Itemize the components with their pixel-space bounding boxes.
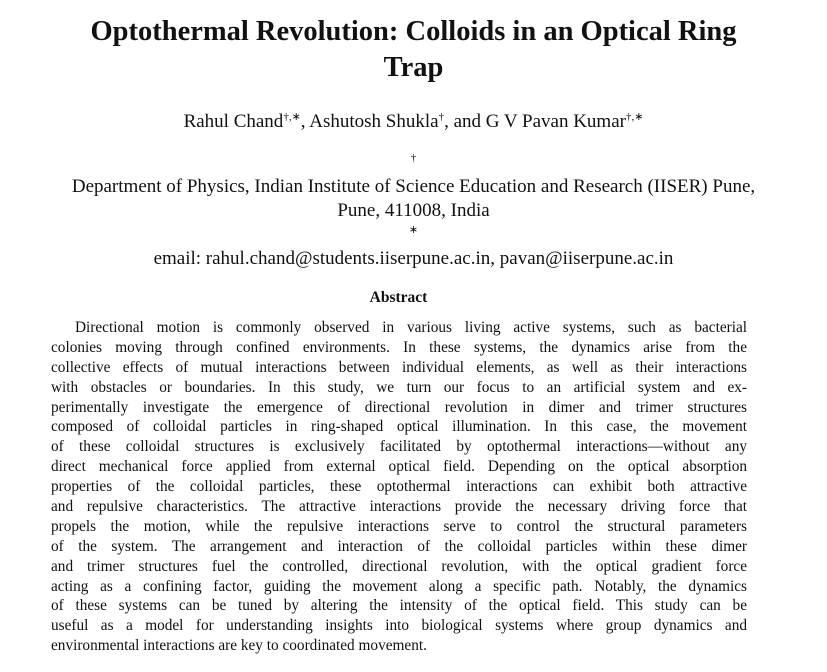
abstract-line: collective effects of mutual interactions between individual elements, as well as their interactions bbox=[51, 358, 747, 376]
abstract-line: Directional motion is commonly observed in various living active systems, such as bacterial bbox=[75, 319, 747, 336]
author-affiliation-mark: † bbox=[438, 111, 445, 123]
author-separator: , bbox=[300, 111, 310, 132]
email-text: email: rahul.chand@students.iiserpune.ac.in, pavan@iiserpune.ac.in bbox=[153, 248, 674, 269]
abstract-line: acting as a confining factor, guiding the movement along a specific path. Notably, the dynamics bbox=[51, 577, 747, 595]
author-name: G V Pavan Kumar bbox=[485, 111, 626, 132]
author-affiliation-mark: †,∗ bbox=[625, 111, 644, 123]
abstract-line: environmental interactions are key to coordinated movement. bbox=[51, 637, 427, 655]
paper-title bbox=[0, 14, 827, 86]
affiliation-block bbox=[0, 151, 827, 271]
affiliation-mark: † bbox=[410, 152, 417, 164]
title-line: Trap bbox=[383, 52, 444, 83]
abstract-line: perimentally investigate the emergence of directional revolution in dimer and trimer structures bbox=[51, 398, 747, 416]
affiliation-line bbox=[0, 151, 827, 199]
affiliation-address: Pune, 411008, India bbox=[337, 200, 490, 221]
title-line: Optothermal Revolution: Colloids in an Optical Ring bbox=[90, 16, 737, 47]
email-mark: ∗ bbox=[408, 224, 419, 236]
author-name: Ashutosh Shukla bbox=[309, 111, 439, 132]
author-affiliation-mark: †,∗ bbox=[283, 111, 301, 123]
abstract-line: properties of the colloidal particles, these optothermal interactions can exhibit both attractive bbox=[51, 478, 747, 496]
abstract-line: useful as a model for understanding insights into biological systems where group dynamics and bbox=[51, 617, 747, 635]
abstract-line: and trimer structures fuel the controlled, directional revolution, with the optical gradient force bbox=[51, 557, 747, 575]
author-name: Rahul Chand bbox=[183, 111, 284, 132]
abstract-heading: Abstract bbox=[369, 289, 428, 306]
abstract-line: colonies moving through confined environments. In these systems, the dynamics arise from the bbox=[51, 338, 747, 356]
abstract-line: of the system. The arrangement and interaction of the colloidal particles within these dimer bbox=[51, 537, 747, 555]
abstract-line: of these colloidal structures is exclusively facilitated by optothermal interactions—without any bbox=[51, 438, 747, 456]
abstract-line: of these systems can be tuned by altering the intensity of the optical field. This study can be bbox=[51, 597, 747, 615]
abstract-line: with obstacles or boundaries. In this study, we turn our focus to an artificial system and ex- bbox=[51, 378, 747, 396]
author-separator: , and bbox=[444, 111, 486, 132]
abstract-body bbox=[51, 318, 747, 656]
abstract-line: composed of colloidal particles in ring-shaped optical illumination. In this case, the movement bbox=[51, 418, 747, 436]
abstract-line: direct mechanical force applied from external optical field. Depending on the optical absorption bbox=[51, 458, 747, 476]
affiliation-text: Department of Physics, Indian Institute of Science Education and Research (IISER) Pune, bbox=[71, 176, 756, 197]
author-list bbox=[0, 110, 827, 134]
abstract-line: propels the motion, while the repulsive interactions serve to control the structural parameters bbox=[51, 517, 747, 535]
abstract-line: and repulsive characteristics. The attractive interactions provide the necessary driving force that bbox=[51, 498, 747, 516]
email-line bbox=[0, 223, 827, 271]
